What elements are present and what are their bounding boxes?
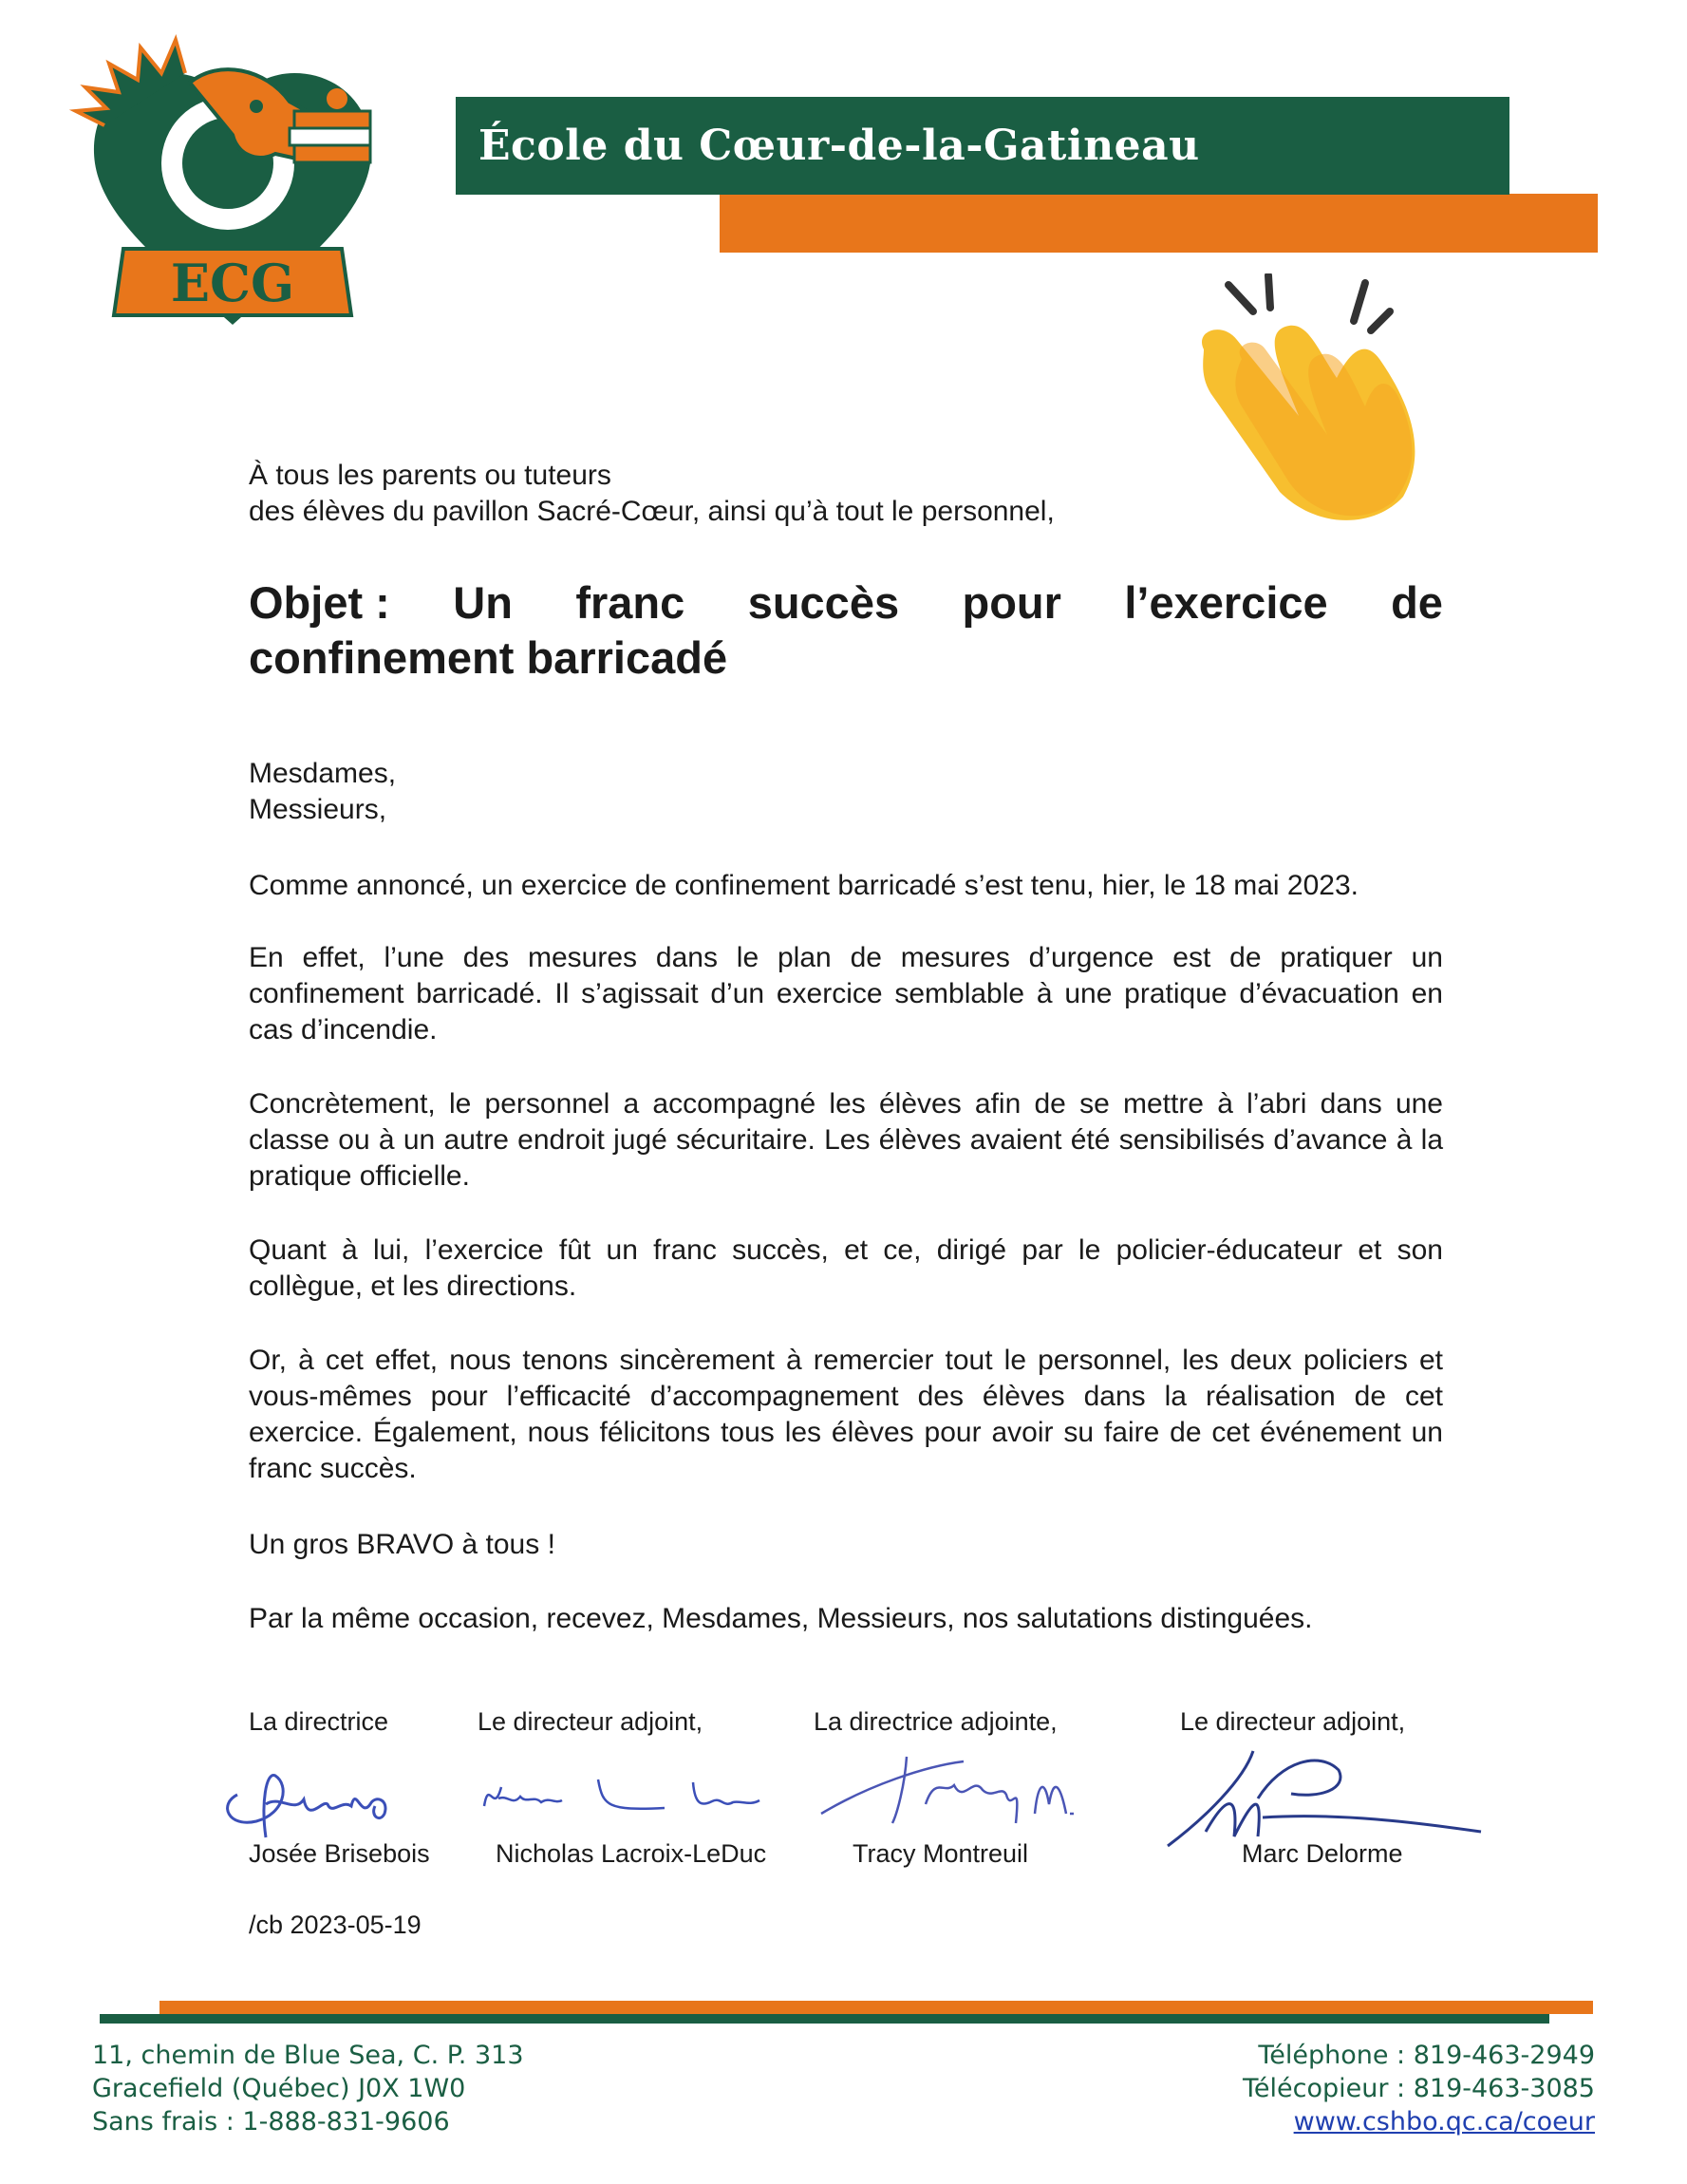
subject-word: Objet : <box>249 577 390 628</box>
paragraph-text: En effet, l’une des mesures dans le plan de mesures d’urgence est de pratiquer un confinement barricadé. Il s’agissait d’un exercice semblable à une pratique d’évacuation en cas d’incendie. <box>249 942 1443 1045</box>
subject-word: l’exercice <box>1124 577 1328 628</box>
subject-word: franc <box>575 577 685 628</box>
paragraph <box>249 940 1443 1048</box>
subject-word: Un <box>453 577 513 628</box>
paragraph-text: Par la même occasion, recevez, Mesdames, Messieurs, nos salutations distinguées. <box>249 1603 1313 1634</box>
signature-lacroix-leduc <box>475 1768 778 1825</box>
recipients-block <box>249 458 1443 530</box>
recipients-line: À tous les parents ou tuteurs <box>249 460 611 491</box>
paragraph <box>249 1086 1443 1195</box>
salutation-line: Mesdames, <box>249 758 397 789</box>
signatory-name: Nicholas Lacroix-LeDuc <box>496 1839 767 1868</box>
paragraph <box>249 1343 1443 1487</box>
school-logo <box>66 21 399 339</box>
fax: Télécopieur : 819-463-3085 <box>1243 2074 1595 2103</box>
paragraph-text: Comme annoncé, un exercice de confinement barricadé s’est tenu, hier, le 18 mai 2023. <box>249 870 1359 901</box>
signatory-title: La directrice adjointe, <box>814 1707 1058 1736</box>
paragraph-text: Concrètement, le personnel a accompagné les élèves afin de se mettre à l’abri dans une classe ou à un autre endroit jugé sécuritaire. Les élèves avaient été sensibilisés d’avance à la pratique officielle. <box>249 1088 1443 1192</box>
logo-text: ECG <box>170 253 295 313</box>
paragraph <box>249 1233 1443 1305</box>
paragraph-text: Un gros BRAVO à tous ! <box>249 1529 555 1560</box>
subject-word: succès <box>747 577 900 628</box>
signatory-title: Le directeur adjoint, <box>478 1707 703 1736</box>
header-banner <box>456 97 1509 195</box>
signatory-name: Josée Brisebois <box>249 1839 430 1868</box>
paragraph-text: Or, à cet effet, nous tenons sincèrement à remercier tout le personnel, les deux policiers et vous-mêmes pour l’efficacité d’accompagnement des élèves dans la réalisation de cet exercice. Également, nous félicitons tous les élèves pour avoir su faire de cet événement un franc succès. <box>249 1345 1443 1484</box>
salutation <box>249 756 1443 828</box>
phone: Téléphone : 819-463-2949 <box>1258 2041 1595 2070</box>
signature-montreuil <box>812 1747 1097 1833</box>
signatory-name: Tracy Montreuil <box>853 1839 1029 1868</box>
footer-orange-rule <box>159 2001 1593 2014</box>
signatory-title: La directrice <box>249 1707 389 1736</box>
school-name: École du Cœur-de-la-Gatineau <box>478 122 1200 170</box>
subject-line-2: confinement barricadé <box>249 632 728 683</box>
header-orange-bar <box>720 194 1598 253</box>
closing-line <box>249 1527 1443 1563</box>
address-line: Gracefield (Québec) J0X 1W0 <box>92 2074 466 2103</box>
closing-formula <box>249 1601 1443 1637</box>
subject-heading <box>249 575 1443 686</box>
recipients-line: des élèves du pavillon Sacré-Cœur, ainsi qu’à tout le personnel, <box>249 496 1055 527</box>
subject-word: pour <box>962 577 1061 628</box>
address-line: 11, chemin de Blue Sea, C. P. 313 <box>92 2041 524 2070</box>
footer-green-rule <box>100 2014 1549 2024</box>
website-link[interactable]: www.cshbo.qc.ca/coeur <box>1293 2107 1595 2137</box>
subject-word: de <box>1391 577 1443 628</box>
signature-brisebois <box>209 1747 427 1852</box>
paragraph <box>249 868 1443 904</box>
paragraph-text: Quant à lui, l’exercice fût un franc succès, et ce, dirigé par le policier-éducateur et son collègue, et les directions. <box>249 1234 1443 1302</box>
salutation-line: Messieurs, <box>249 794 387 825</box>
footer-contact <box>1243 2039 1595 2138</box>
signatory-name: Marc Delorme <box>1242 1839 1403 1868</box>
signatory-title: Le directeur adjoint, <box>1180 1707 1406 1736</box>
reference-line: /cb 2023-05-19 <box>249 1911 422 1939</box>
toll-free: Sans frais : 1-888-831-9606 <box>92 2107 450 2137</box>
footer-address <box>92 2039 524 2138</box>
